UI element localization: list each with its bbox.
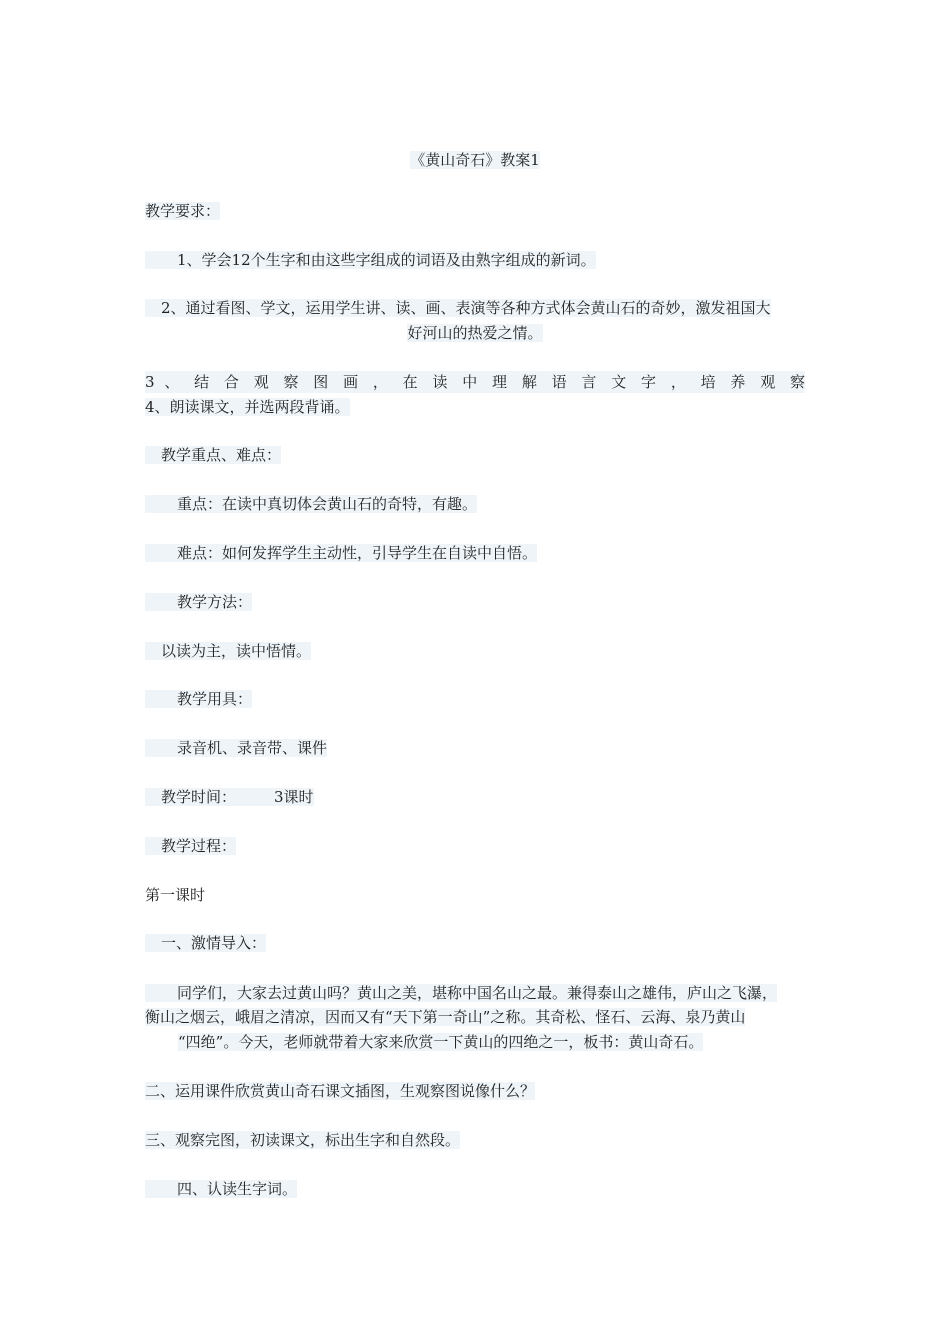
requirement-3: 3 、 结 合 观 察 图 画 ， 在 读 中 理 解 语 言 文 字 ， 培 养 观 察 <box>145 373 805 391</box>
teaching-method: 以读为主，读中悟情。 <box>145 640 311 662</box>
intro-paragraph-line-3: “四绝”。今天，老师就带着大家来欣赏一下黄山的四绝之一，板书：黄山奇石。 <box>178 1033 704 1051</box>
teaching-process-heading: 教学过程： <box>145 835 236 857</box>
intro-paragraph-line-1: 同学们，大家去过黄山吗？黄山之美，堪称中国名山之最。兼得泰山之雄伟，庐山之飞瀑， <box>145 982 777 1004</box>
teaching-time: 教学时间： 3课时 <box>145 786 314 808</box>
requirement-2-line-2: 好河山的热爱之情。 <box>407 324 543 342</box>
step-one-heading: 一、激情导入： <box>145 932 266 954</box>
difficulty: 难点：如何发挥学生主动性，引导学生在自读中自悟。 <box>145 542 537 564</box>
lesson-one-heading: 第一课时 <box>145 886 206 904</box>
requirement-1: 1、学会12个生字和由这些字组成的词语及由熟字组成的新词。 <box>145 249 596 271</box>
teaching-requirements-heading: 教学要求： <box>145 202 221 220</box>
key-point: 重点：在读中真切体会黄山石的奇特，有趣。 <box>145 493 477 515</box>
step-four: 四、认读生字词。 <box>145 1178 297 1200</box>
intro-paragraph-line-2: 衡山之烟云，峨眉之清凉，因而又有“天下第一奇山”之称。其奇松、怪石、云海、泉乃黄山 <box>145 1008 746 1026</box>
teaching-tools-heading: 教学用具： <box>145 688 252 710</box>
requirement-2-line-1: 2、通过看图、学文，运用学生讲、读、画、表演等各种方式体会黄山石的奇妙，激发祖国大 <box>145 297 771 319</box>
step-three: 三、观察完图，初读课文，标出生字和自然段。 <box>145 1131 461 1149</box>
requirement-4: 4、朗读课文，并选两段背诵。 <box>145 398 350 416</box>
key-points-heading: 教学重点、难点： <box>145 444 281 466</box>
step-two: 二、运用课件欣赏黄山奇石课文插图，生观察图说像什么？ <box>145 1082 536 1100</box>
teaching-method-heading: 教学方法： <box>145 591 252 613</box>
document-title: 《黄山奇石》教案1 <box>410 151 540 169</box>
teaching-tools: 录音机、录音带、课件 <box>145 737 327 759</box>
